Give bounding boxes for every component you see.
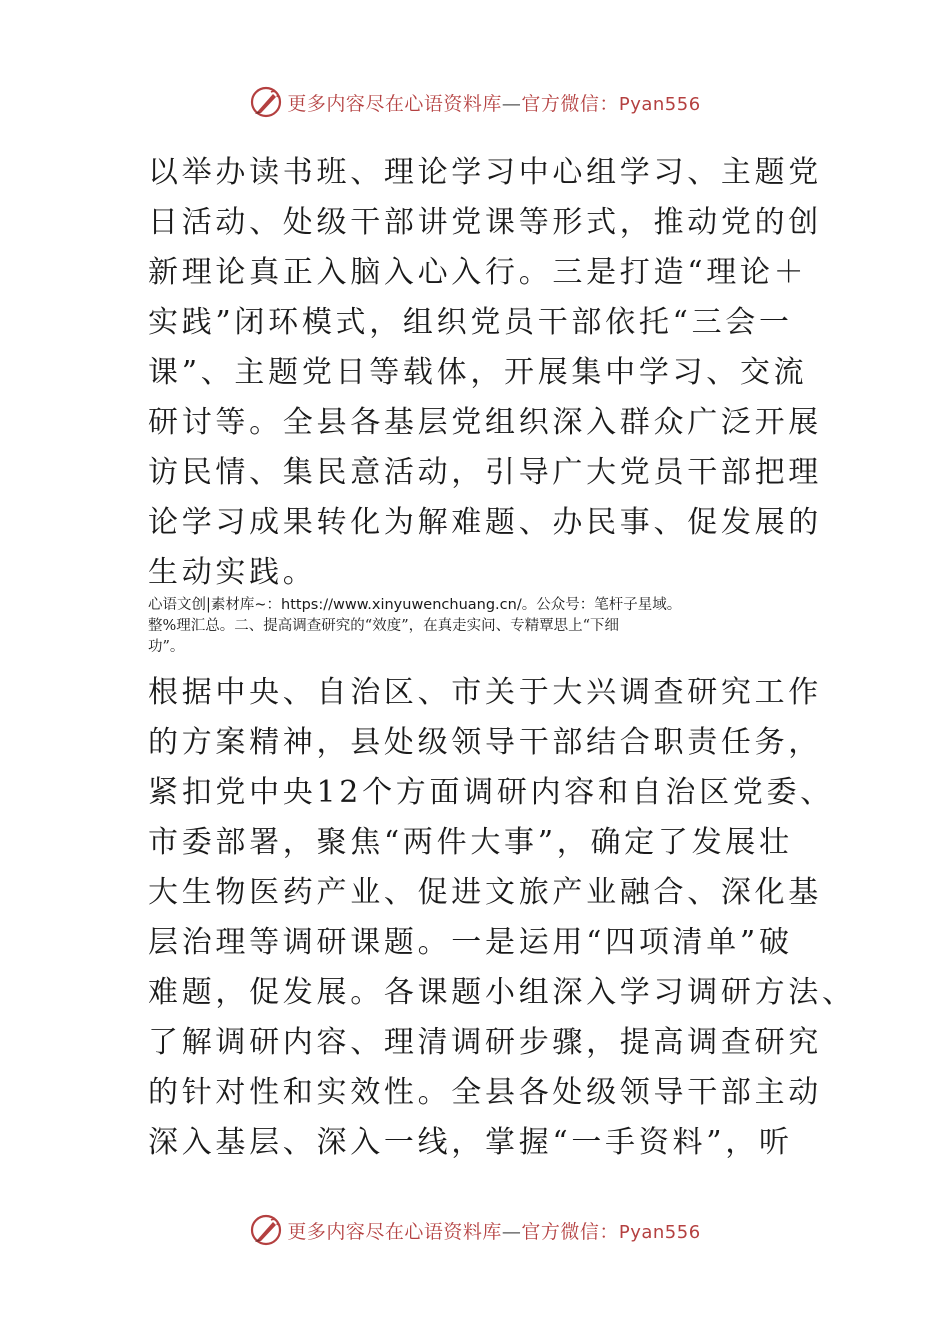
pen-circle-logo-icon [249,1213,283,1247]
paragraph-1 [148,148,822,598]
text-line: 难题，促发展。各课题小组深入学习调研方法、 [148,975,856,1010]
text-line: 研讨等。全县各基层党组织深入群众广泛开展 [148,405,822,440]
banner-site-text: 更多内容尽在心语资料库 [287,1220,502,1243]
text-line: 以举办读书班、理论学习中心组学习、主题党 [148,155,822,190]
footer-banner [0,1212,950,1248]
banner-wechat-id: Pyan556 [618,93,701,115]
note-line-1 [148,595,808,616]
note-url: https://www.xinyuwenchuang.cn/ [281,597,522,613]
text-line: 访民情、集民意活动，引导广大党员干部把理 [148,455,822,490]
banner-wechat-id: Pyan556 [618,1221,701,1243]
banner-site-text: 更多内容尽在心语资料库 [287,92,502,115]
text-line: 市委部署，聚焦“两件大事”，确定了发展壮 [148,825,793,860]
header-banner [0,84,950,120]
text-line: 根据中央、自治区、市关于大兴调查研究工作 [148,675,822,710]
text-line: 的方案精神，县处级领导干部结合职责任务， [148,725,822,760]
paragraph-2 [148,668,856,1168]
note-line-3: 功”。 [148,639,185,655]
text-line: 论学习成果转化为解难题、办民事、促发展的 [148,505,822,540]
text-line: 生动实践。 [148,555,317,590]
banner-dash: — [501,1220,522,1243]
text-line: 层治理等调研课题。一是运用“四项清单”破 [148,925,793,960]
text-line: 新理论真正入脑入心入行。三是打造“理论＋ [148,255,808,290]
pen-circle-logo-icon [249,85,283,119]
text-line: 紧扣党中央12个方面调研内容和自治区党委、 [148,775,834,810]
text-line: 课”、主题党日等载体，开展集中学习、交流 [148,355,808,390]
note-line-2: 整%理汇总。二、提高调查研究的“效度”，在真走实问、专精覃思上“下细 [148,618,620,634]
banner-text [287,89,700,116]
text-line: 大生物医药产业、促进文旅产业融合、深化基 [148,875,822,910]
note-prefix: 心语文创|素材库~： [148,597,282,613]
text-line: 了解调研内容、理清调研步骤，提高调查研究 [148,1025,822,1060]
text-line: 深入基层、深入一线，掌握“一手资料”，听 [148,1125,793,1160]
source-note [148,595,808,658]
note-suffix: 。公众号：笔杆子星域。 [521,597,682,613]
text-line: 实践”闭环模式，组织党员干部依托“三会一 [148,305,793,340]
banner-official-text: 官方微信： [521,1220,619,1243]
banner-dash: — [501,92,522,115]
text-line: 日活动、处级干部讲党课等形式，推动党的创 [148,205,822,240]
banner-official-text: 官方微信： [521,92,619,115]
text-line: 的针对性和实效性。全县各处级领导干部主动 [148,1075,822,1110]
banner-text [287,1217,700,1244]
